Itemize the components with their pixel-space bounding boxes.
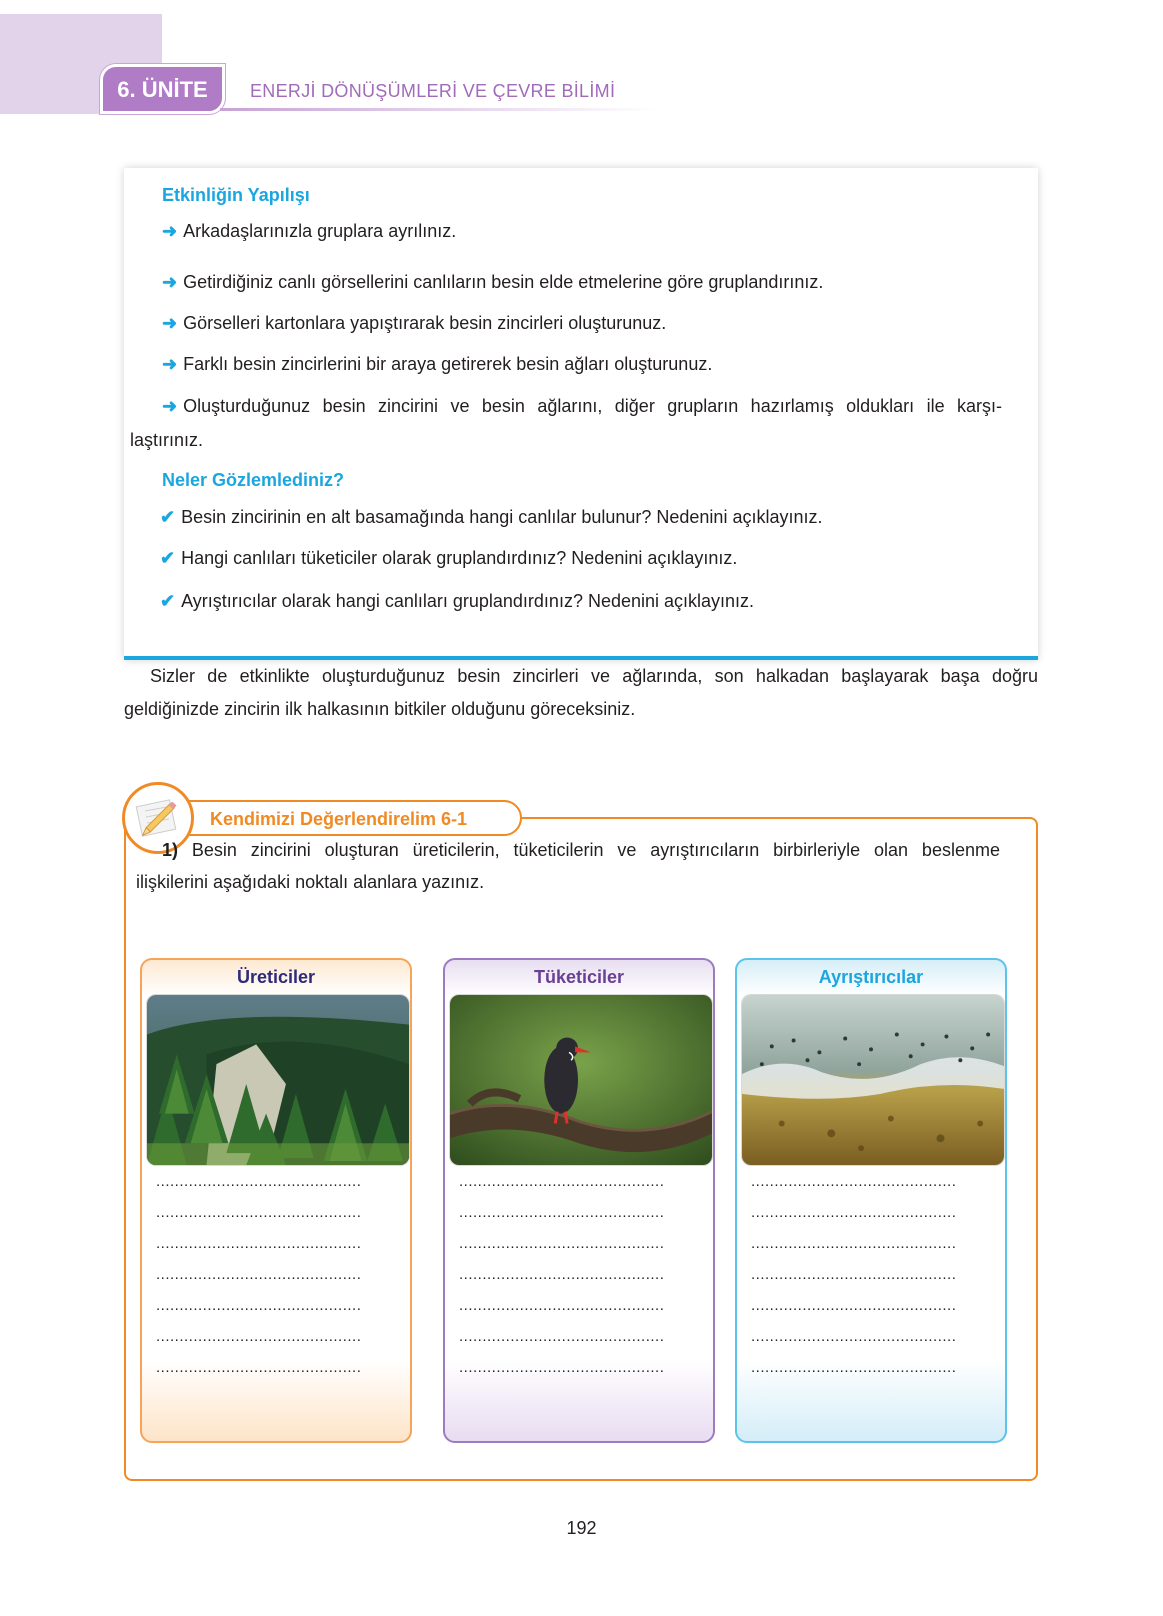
- evaluation-question-line-1: 1) Besin zincirini oluşturan üreticilerin, tüketicilerin ve ayrıştırıcıların birbirleriyle olan beslenme: [162, 840, 1000, 860]
- dotted-line[interactable]: ............................................: [751, 1204, 957, 1221]
- step-4: ➜ Farklı besin zincirlerini bir araya getirerek besin ağları oluşturunuz.: [162, 354, 713, 374]
- checkmark-icon: ✔: [160, 548, 176, 568]
- dotted-line[interactable]: ............................................: [459, 1266, 665, 1283]
- paragraph-line-2: geldiğinizde zincirin ilk halkasının bitkiler olduğunu göreceksiniz.: [124, 699, 636, 719]
- dotted-line[interactable]: ............................................: [156, 1297, 362, 1314]
- unit-badge: [100, 64, 225, 114]
- step-5: ➜ Oluşturduğunuz besin zincirini ve besin ağlarını, diğer grupların hazırlamış oldukları ile karşı-: [162, 396, 1002, 416]
- dotted-line[interactable]: ............................................: [156, 1173, 362, 1190]
- arrow-right-icon: ➜: [162, 396, 178, 416]
- dotted-line[interactable]: ............................................: [459, 1359, 665, 1376]
- evaluation-title: Kendimizi Değerlendirelim 6-1: [210, 809, 468, 829]
- dotted-line[interactable]: ............................................: [459, 1297, 665, 1314]
- dotted-line[interactable]: ............................................: [459, 1173, 665, 1190]
- checkmark-icon: ✔: [160, 591, 176, 611]
- arrow-right-icon: ➜: [162, 272, 178, 292]
- consumers-column: [443, 958, 715, 1443]
- page-number: 192: [566, 1518, 597, 1538]
- step-2: ➜ Getirdiğiniz canlı görsellerini canlıların besin elde etmelerine göre gruplandırınız.: [162, 272, 824, 292]
- dotted-line[interactable]: ............................................: [751, 1235, 957, 1252]
- decomposers-title: Ayrıştırıcılar: [818, 967, 924, 987]
- step-5-continued: laştırınız.: [130, 430, 204, 450]
- procedure-title: Etkinliğin Yapılışı: [162, 185, 310, 205]
- dotted-line[interactable]: ............................................: [156, 1359, 362, 1376]
- dotted-line[interactable]: ............................................: [156, 1328, 362, 1345]
- dotted-line[interactable]: ............................................: [751, 1297, 957, 1314]
- decomposers-column: [735, 958, 1007, 1443]
- dotted-line[interactable]: ............................................: [751, 1359, 957, 1376]
- arrow-right-icon: ➜: [162, 354, 178, 374]
- dotted-line[interactable]: ............................................: [751, 1173, 957, 1190]
- dotted-line[interactable]: ............................................: [751, 1328, 957, 1345]
- arrow-right-icon: ➜: [162, 221, 178, 241]
- dotted-line[interactable]: ............................................: [156, 1204, 362, 1221]
- question-1: ✔ Besin zincirinin en alt basamağında hangi canlılar bulunur? Nedenini açıklayınız.: [160, 507, 823, 527]
- observation-title: Neler Gözlemlediniz?: [162, 470, 345, 490]
- mold-image: [741, 994, 1005, 1166]
- bird-image: [449, 994, 713, 1166]
- question-2: ✔ Hangi canlıları tüketiciler olarak gruplandırdınız? Nedenini açıklayınız.: [160, 548, 738, 568]
- dotted-line[interactable]: ............................................: [459, 1328, 665, 1345]
- body-paragraph: [124, 660, 1038, 726]
- evaluation-question-line-2: ilişkilerini aşağıdaki noktalı alanlara yazınız.: [136, 872, 485, 892]
- arrow-right-icon: ➜: [162, 313, 178, 333]
- header-divider: [220, 108, 660, 111]
- evaluation-title-pill: [186, 800, 522, 836]
- dotted-line[interactable]: ............................................: [156, 1266, 362, 1283]
- dotted-line[interactable]: ............................................: [459, 1204, 665, 1221]
- unit-title: ENERJİ DÖNÜŞÜMLERİ VE ÇEVRE BİLİMİ: [250, 81, 616, 101]
- dotted-line[interactable]: ............................................: [156, 1235, 362, 1252]
- producers-title: Üreticiler: [236, 967, 316, 987]
- step-1: ➜ Arkadaşlarınızla gruplara ayrılınız.: [162, 221, 457, 241]
- question-3: ✔ Ayrıştırıcılar olarak hangi canlıları gruplandırdınız? Nedenini açıklayınız.: [160, 591, 755, 611]
- dotted-line[interactable]: ............................................: [751, 1266, 957, 1283]
- dotted-line[interactable]: ............................................: [459, 1235, 665, 1252]
- producers-column: [140, 958, 412, 1443]
- unit-badge-label: 6. ÜNİTE: [117, 77, 208, 102]
- step-3: ➜ Görselleri kartonlara yapıştırarak besin zincirleri oluşturunuz.: [162, 313, 667, 333]
- consumers-title: Tüketiciler: [533, 967, 625, 987]
- checkmark-icon: ✔: [160, 507, 176, 527]
- paragraph-line-1: Sizler de etkinlikte oluşturduğunuz besin zincirleri ve ağlarında, son halkadan başlayarak başa doğru: [150, 666, 1038, 686]
- forest-image: [146, 994, 410, 1166]
